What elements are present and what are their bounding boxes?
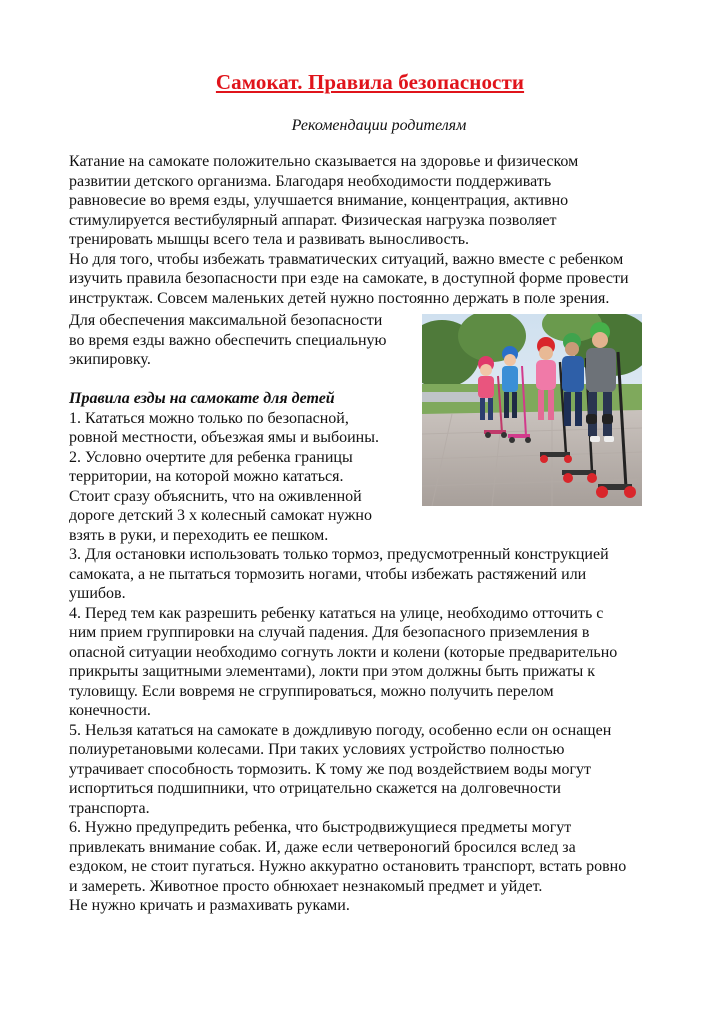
- text-line: прикрыты защитными элементами), локти при этом должны быть прижаты к: [69, 663, 595, 680]
- text-line: ездоком, не стоит пугаться. Нужно аккуратно остановить транспорт, встать ровно: [69, 858, 627, 875]
- text-line: изучить правила безопасности при езде на самокате, в доступной форме провести: [69, 270, 629, 287]
- text-line: во время езды важно обеспечить специальную: [69, 331, 387, 349]
- text-line: и замереть. Животное просто обнюхает незнакомый предмет и уйдет.: [69, 877, 543, 895]
- text-line: 1. Кататься можно только по безопасной,: [69, 409, 349, 427]
- text-line: дороге детский 3 х колесный самокат нужно: [69, 507, 372, 524]
- text-line: утрачивает способность тормозить. К тому же под воздействием воды могут: [69, 760, 592, 778]
- rules-continued: [69, 545, 669, 916]
- text-line: развитии детского организма. Благодаря необходимости поддерживать: [69, 172, 552, 190]
- text-line: 4. Перед тем как разрешить ребенку кататься на улице, необходимо отточить с: [69, 604, 604, 622]
- text-line: опасной ситуации необходимо согнуть локти и колени (которые предварительно: [69, 643, 618, 661]
- text-line: Для обеспечения максимальной безопасности: [69, 312, 383, 329]
- intro-paragraph: [69, 152, 669, 308]
- text-line: 6. Нужно предупредить ребенка, что быстродвижущиеся предметы могут: [69, 819, 572, 836]
- text-line: конечности.: [69, 702, 151, 719]
- paragraph-gap: [69, 370, 409, 390]
- page-subtitle: Рекомендации родителям: [291, 117, 467, 134]
- text-line: транспорта.: [69, 799, 150, 817]
- page-title: Самокат. Правила безопасности: [215, 70, 525, 94]
- text-line: ним прием группировки на случай падения. Для безопасного приземления в: [69, 624, 590, 641]
- text-line: взять в руки, и переходить ее пешком.: [69, 526, 329, 544]
- text-line: туловищу. Если вовремя не сгруппироваться, можно получить перелом: [69, 682, 554, 700]
- text-line: самоката, а не пытаться тормозить ногами, чтобы избежать растяжений или: [69, 565, 587, 583]
- text-line: Катание на самокате положительно сказывается на здоровье и физическом: [69, 153, 579, 170]
- photo-illustration: [422, 314, 642, 506]
- text-line: полиуретановыми колесами. При таких условиях устройство полностью: [69, 741, 565, 758]
- text-line: равновесие во время езды, улучшается внимание, концентрация, активно: [69, 192, 569, 209]
- text-line: 2. Условно очертите для ребенка границы: [69, 448, 353, 466]
- text-line: инструктаж. Совсем маленьких детей нужно постоянно держать в поле зрения.: [69, 289, 610, 307]
- left-column-text: [69, 311, 409, 545]
- text-line: 5. Нельзя кататься на самокате в дождливую погоду, особенно если он оснащен: [69, 721, 612, 739]
- text-line: Но для того, чтобы избежать травматических ситуаций, важно вместе с ребенком: [69, 250, 624, 268]
- text-line: испортиться подшипники, что отрицательно скажется на долговечности: [69, 780, 561, 797]
- text-line: территории, на которой можно кататься.: [69, 468, 344, 485]
- text-line: Не нужно кричать и размахивать руками.: [69, 897, 350, 914]
- text-line: тренировать мышцы всего тела и развивать выносливость.: [69, 231, 470, 248]
- text-line: Стоит сразу объяснить, что на оживленной: [69, 487, 362, 505]
- text-line: ровной местности, объезжая ямы и выбоины.: [69, 429, 379, 446]
- children-on-scooters-photo: [422, 314, 642, 506]
- text-line: стимулируется вестибулярный аппарат. Физическая нагрузка позволяет: [69, 211, 557, 229]
- text-line: 3. Для остановки использовать только тормоз, предусмотренный конструкцией: [69, 546, 609, 563]
- text-line: ушибов.: [69, 585, 126, 602]
- text-line: привлекать внимание собак. И, даже если четвероногий бросился вслед за: [69, 838, 576, 856]
- text-line: экипировку.: [69, 351, 151, 368]
- rules-heading: Правила езды на самокате для детей: [69, 390, 335, 407]
